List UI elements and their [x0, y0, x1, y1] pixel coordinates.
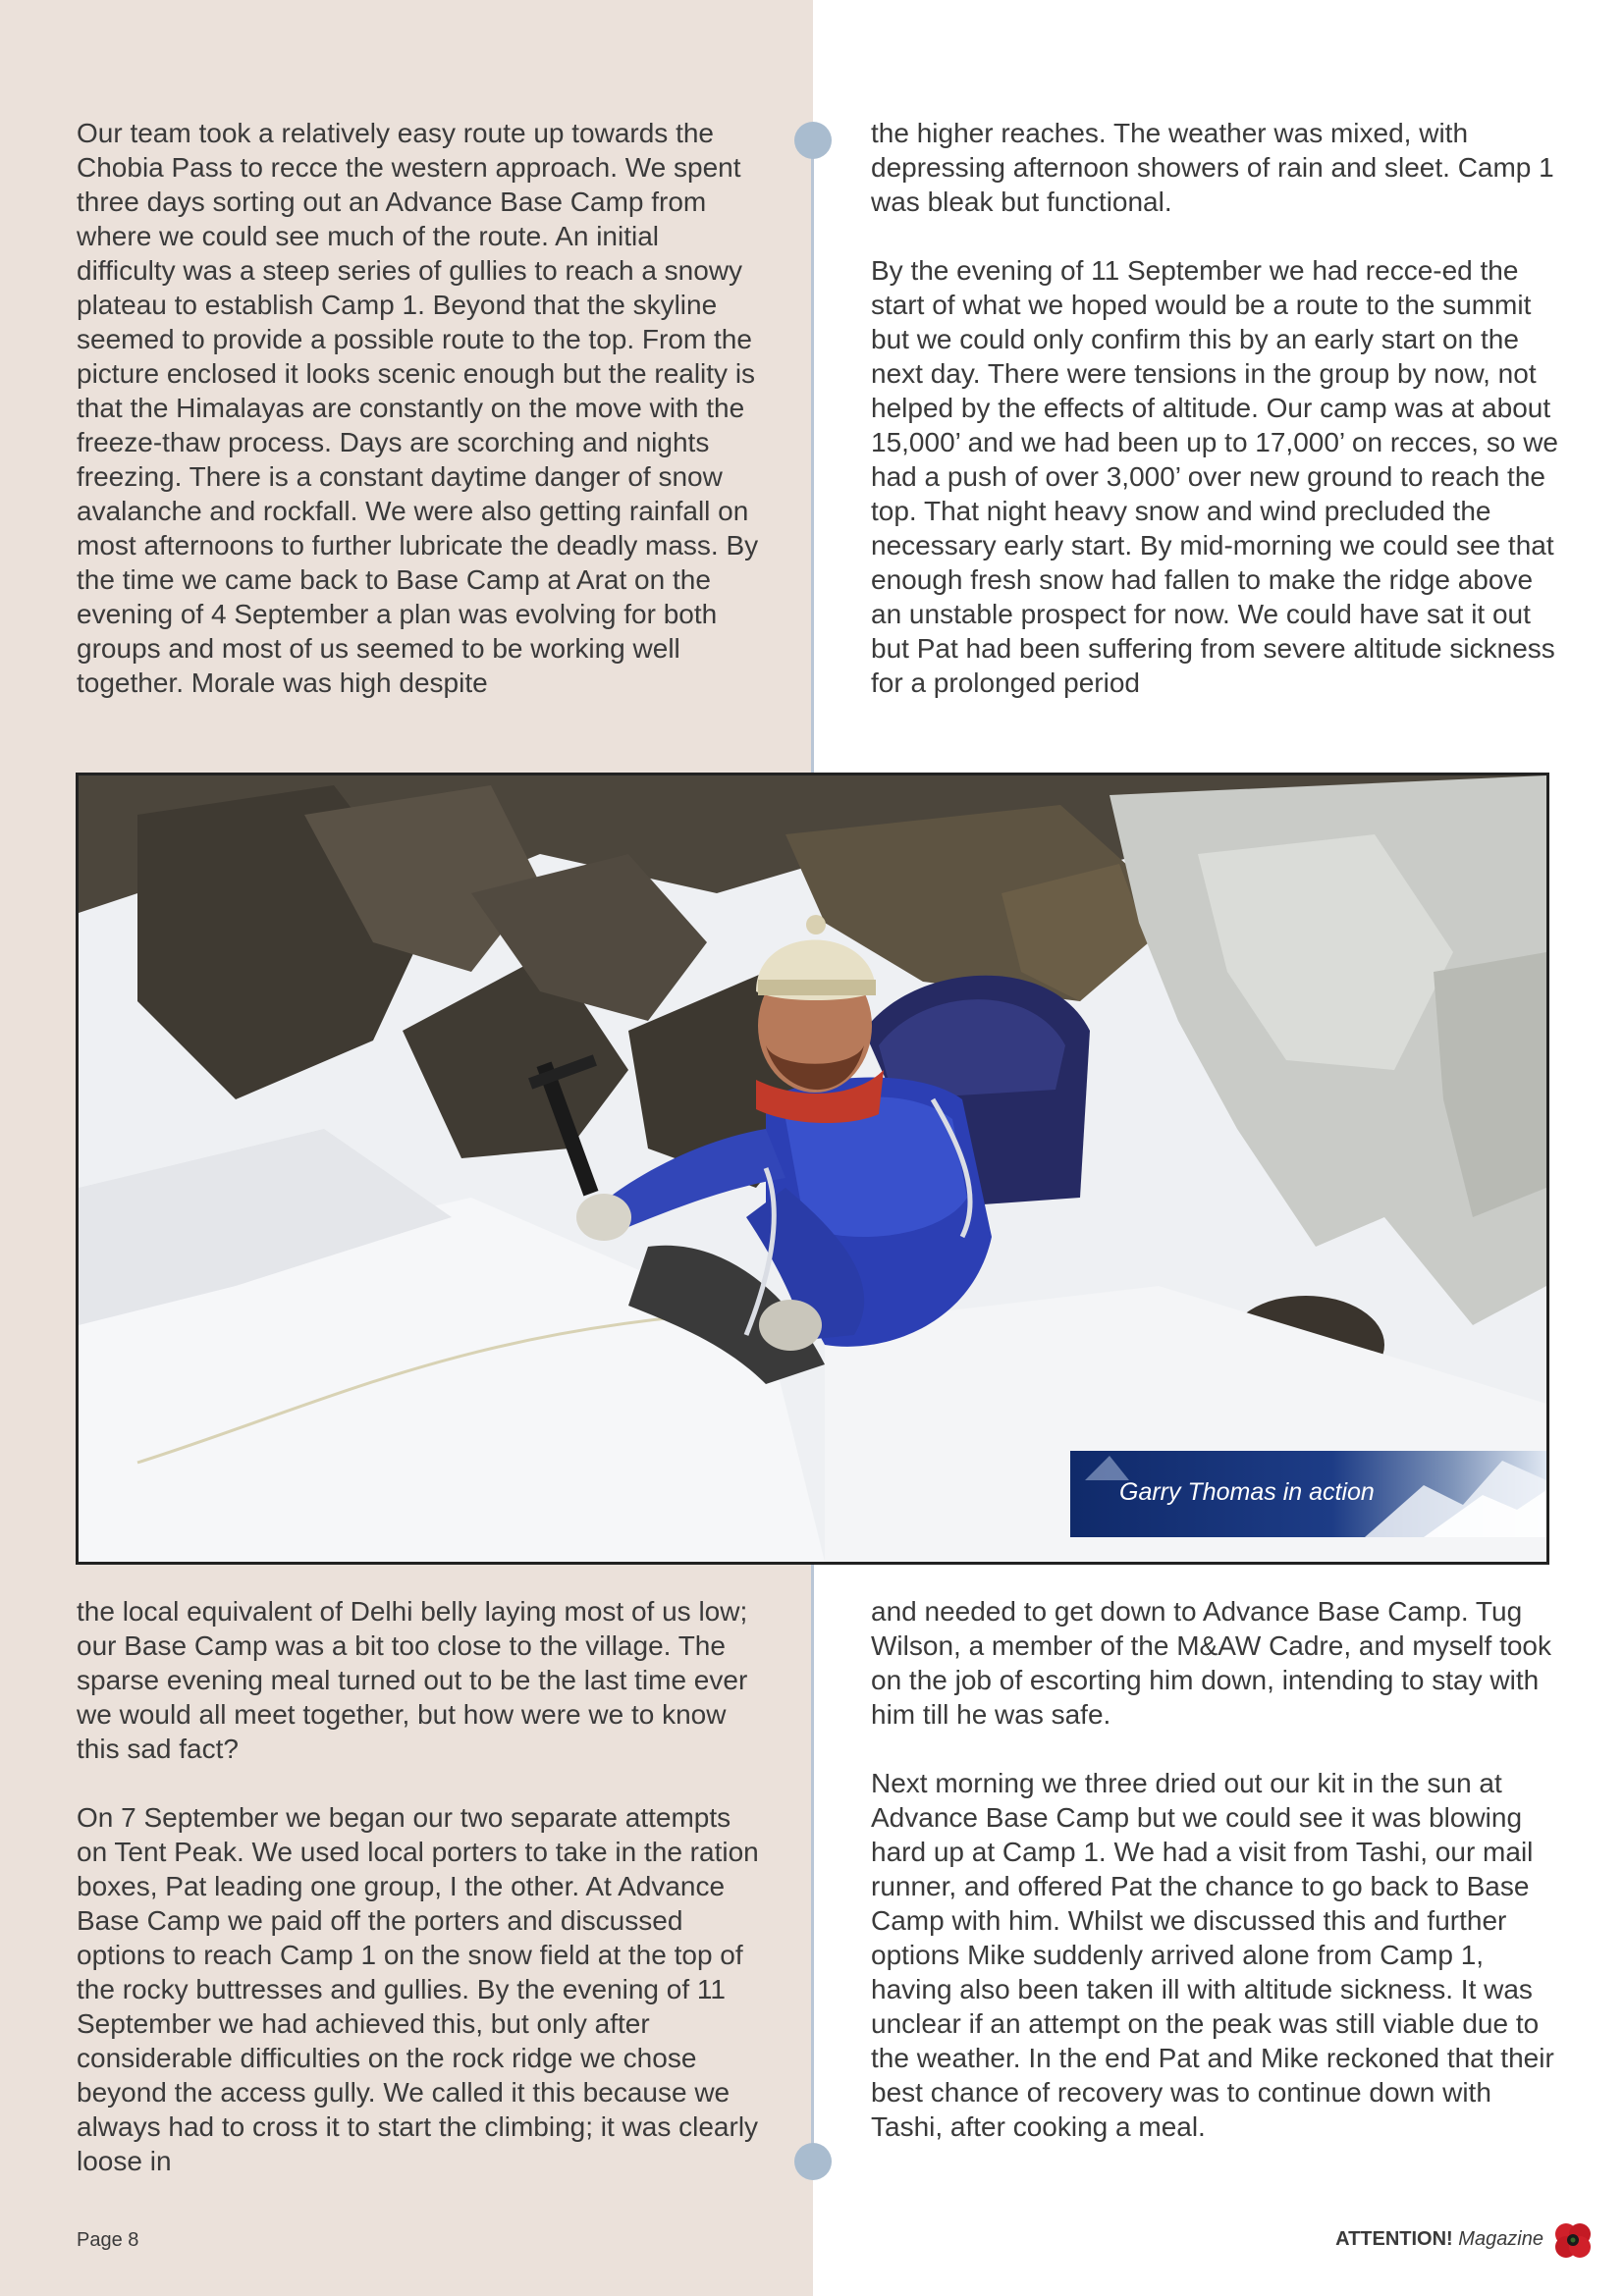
- divider-dot-top: [794, 122, 832, 159]
- paragraph: the higher reaches. The weather was mixed, with depressing afternoon showers of rain and sleet. Camp 1 was bleak but functional.: [871, 118, 1554, 217]
- text-column-top-right: [871, 116, 1558, 700]
- divider-dot-bottom: [794, 2143, 832, 2180]
- paragraph: and needed to get down to Advance Base Camp. Tug Wilson, a member of the M&AW Cadre, and myself took on the job of escorting him down, intending to stay with him till he was safe.: [871, 1596, 1551, 1730]
- climber-photo-illustration: [79, 775, 1546, 1562]
- column-divider-bottom: [811, 1561, 814, 2165]
- paragraph: Next morning we three dried out our kit in the sun at Advance Base Camp but we could see it was blowing hard up at Camp 1. We had a visit from Tashi, our mail runner, and offered Pat the chance to go back to Base Camp with him. Whilst we discussed this and further options Mike suddenly arrived alone from Camp 1, having also been taken ill with altitude sickness. It was unclear if an attempt on the peak was still viable due to the weather. In the end Pat and Mike reckoned that their best chance of recovery was to continue down with Tashi, after cooking a meal.: [871, 1768, 1554, 2142]
- magazine-label: Magazine: [1458, 2228, 1543, 2250]
- text-column-top-left: [77, 116, 764, 700]
- paragraph: By the evening of 11 September we had recce-ed the start of what we hoped would be a route to the summit but we could only confirm this by an early start on the next day. There were tensions in the group by now, not helped by the effects of altitude. Our camp was at about 15,000’ and we had been up to 17,000’ on recces, so we had a push of over 3,000’ over new ground to reach the top. That night heavy snow and wind precluded the necessary early start. By mid-morning we could see that enough fresh snow had fallen to make the ridge above an unstable prospect for now. We could have sat it out but Pat had been suffering from severe altitude sickness for a prolonged period: [871, 255, 1558, 698]
- climber-photo: [76, 773, 1549, 1565]
- column-divider-top: [811, 137, 814, 775]
- page-number: Page 8: [77, 2229, 139, 2251]
- text-column-bottom-left: [77, 1594, 764, 2178]
- photo-caption-box: [1070, 1451, 1546, 1537]
- paragraph: Our team took a relatively easy route up towards the Chobia Pass to recce the western approach. We spent three days sorting out an Advance Base Camp from where we could see much of the route. An initial difficulty was a steep series of gullies to reach a snowy plateau to establish Camp 1. Beyond that the skyline seemed to provide a possible route to the top. From the picture enclosed it looks scenic enough but the reality is that the Himalayas are constantly on the move with the freeze-thaw process. Days are scorching and nights freezing. There is a constant daytime danger of snow avalanche and rockfall. We were also getting rainfall on most afternoons to further lubricate the deadly mass. By the time we came back to Base Camp at Arat on the evening of 4 September a plan was evolving for both groups and most of us seemed to be working well together. Morale was high despite: [77, 118, 759, 698]
- magazine-brand: ATTENTION!: [1335, 2228, 1453, 2250]
- text-column-bottom-right: [871, 1594, 1558, 2144]
- photo-caption: Garry Thomas in action: [1119, 1478, 1375, 1506]
- poppy-icon: [1553, 2220, 1593, 2260]
- paragraph: the local equivalent of Delhi belly laying most of us low; our Base Camp was a bit too close to the village. The sparse evening meal turned out to be the last time ever we would all meet together, but how were we to know this sad fact?: [77, 1596, 748, 1764]
- paragraph: On 7 September we began our two separate attempts on Tent Peak. We used local porters to take in the ration boxes, Pat leading one group, I the other. At Advance Base Camp we paid off the porters and discussed options to reach Camp 1 on the snow field at the top of the rocky buttresses and gullies. By the evening of 11 September we had achieved this, but only after considerable difficulties on the rock ridge we chose beyond the access gully. We called it this because we always had to cross it to start the climbing; it was clearly loose in: [77, 1802, 759, 2176]
- magazine-title: [1335, 2228, 1543, 2251]
